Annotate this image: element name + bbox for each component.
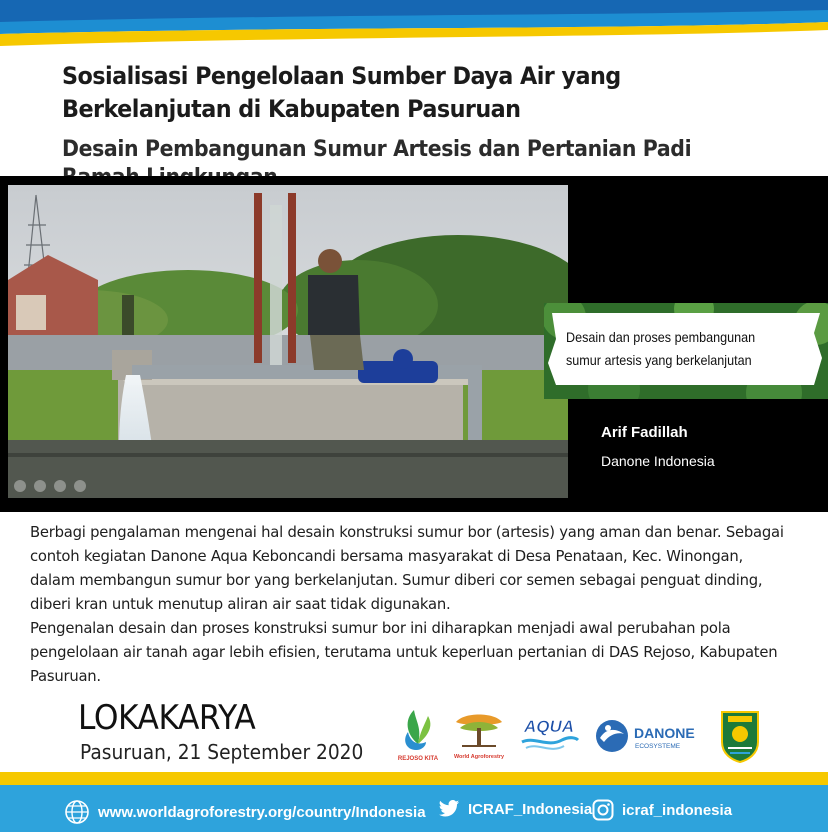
zoom-icon[interactable]	[54, 480, 66, 492]
danone-logo	[594, 714, 704, 758]
caption-card	[544, 303, 828, 399]
page-title: Sosialisasi Pengelolaan Sumber Daya Air yang Berkelanjutan di Kabupaten Pasuruan	[62, 62, 621, 123]
aqua-logo	[518, 710, 580, 760]
event-date: Pasuruan, 21 September 2020	[80, 740, 364, 764]
danone-logo-text: DANONE	[634, 725, 695, 741]
world-agroforestry-logo	[452, 704, 506, 768]
top-banner	[0, 0, 828, 52]
website-link[interactable]	[64, 799, 426, 825]
caption-text: Desain dan proses pembangunan sumur artesis yang berkelanjutan	[566, 329, 756, 368]
rejoso-kita-logo-text: REJOSO KITA	[397, 756, 439, 762]
instagram-icon	[592, 799, 614, 821]
speaker-name: Arif Fadillah	[601, 424, 688, 441]
page-subtitle: Desain Pembangunan Sumur Artesis dan Pertanian Padi	[62, 137, 692, 162]
description-paragraph: Pengenalan desain dan proses konstruksi sumur bor ini diharapkan menjadi awal perubahan pola pengelolaan air tanah agar lebih efisien, terutama untuk keperluan pertanian di DAS Rejoso, Kabupaten Pasuruan.	[30, 619, 778, 685]
more-icon[interactable]	[74, 480, 86, 492]
event-label: LOKAKARYA	[78, 698, 256, 738]
danone-logo-subtext: ECOSYSTEME	[635, 743, 681, 750]
twitter-icon	[438, 799, 460, 819]
instagram-handle[interactable]: icraf_indonesia	[622, 801, 733, 819]
prev-icon[interactable]	[14, 480, 26, 492]
speaker-organization: Danone Indonesia	[601, 453, 715, 469]
description-paragraph: Berbagi pengalaman mengenai hal desain konstruksi sumur bor (artesis) yang aman dan benar. Sebagai contoh kegiatan Danone Aqua Keboncandi bersama masyarakat di Desa Penataan, Kec. Winongan, dalam membangun sumur bor yang berkelanjutan. Sumur diberi cor semen sebagai penguat dinding, diberi kran untuk menutup aliran air saat tidak digunakan.	[30, 523, 784, 613]
instagram-link[interactable]	[592, 799, 732, 821]
twitter-handle[interactable]: ICRAF_Indonesia	[468, 800, 593, 818]
footer	[0, 785, 828, 832]
video-controls[interactable]	[14, 480, 86, 492]
aqua-logo-text: AQUA	[523, 717, 575, 736]
world-agroforestry-logo-text: World Agroforestry	[453, 754, 505, 760]
description	[30, 520, 784, 688]
globe-icon	[64, 799, 90, 825]
well-photo[interactable]	[8, 185, 568, 498]
edit-icon[interactable]	[34, 480, 46, 492]
twitter-link[interactable]	[438, 799, 592, 819]
website-text[interactable]: www.worldagroforestry.org/country/Indonesia	[98, 803, 426, 821]
partner-logos	[392, 704, 772, 768]
pasuruan-emblem-logo	[718, 708, 762, 764]
video-panel	[0, 176, 828, 512]
footer-accent-line	[0, 772, 828, 785]
rejoso-kita-logo	[392, 704, 444, 764]
